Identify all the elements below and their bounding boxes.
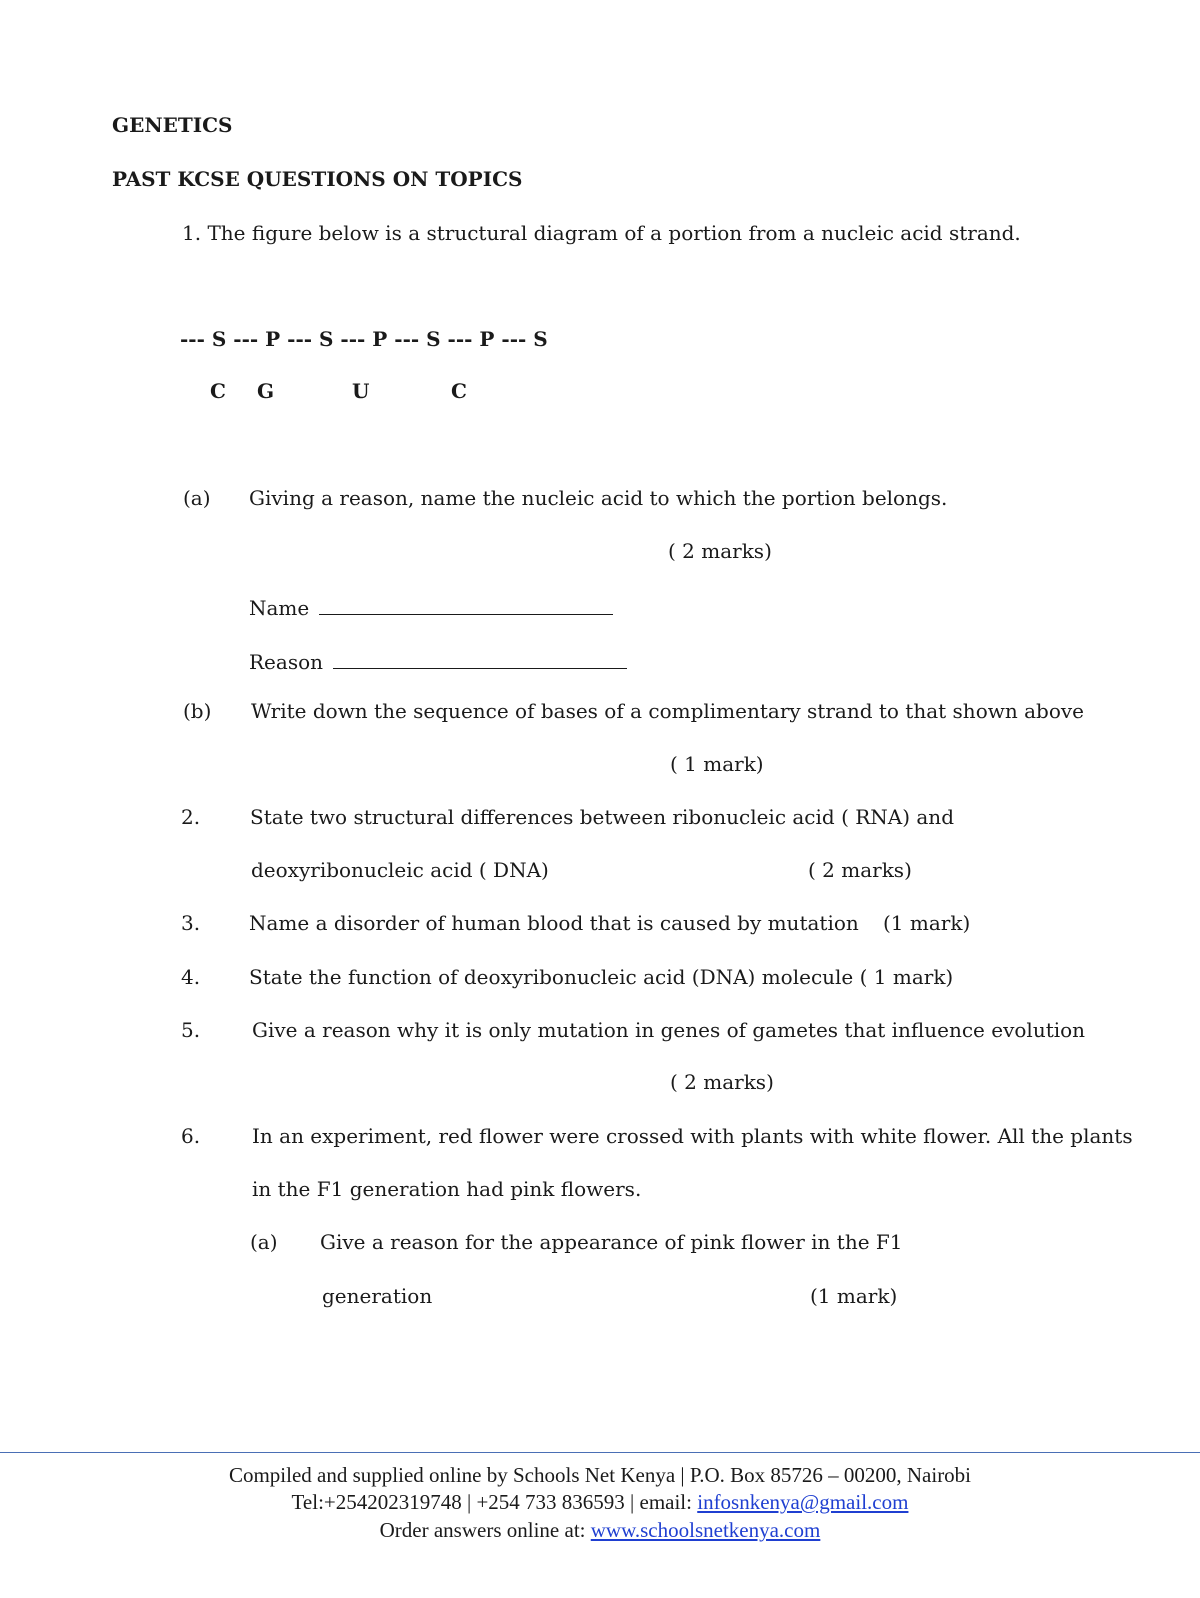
q4-number: 4. xyxy=(181,965,201,989)
q2-marks: ( 2 marks) xyxy=(808,858,912,882)
q2-text-line1: State two structural differences between ribonucleic acid ( RNA) and xyxy=(250,805,954,829)
q1b-text: Write down the sequence of bases of a complimentary strand to that shown above xyxy=(251,699,1084,723)
q5-marks: ( 2 marks) xyxy=(670,1070,774,1094)
q6-text-line2: in the F1 generation had pink flowers. xyxy=(252,1177,642,1201)
footer-line1: Compiled and supplied online by Schools Net Kenya | P.O. Box 85726 – 00200, Nairobi xyxy=(228,1463,972,1487)
nucleic-acid-strand: --- S --- P --- S --- P --- S --- P --- S xyxy=(180,327,548,351)
q6a-text-line2: generation xyxy=(322,1284,433,1308)
page-subtitle: PAST KCSE QUESTIONS ON TOPICS xyxy=(112,167,523,191)
email-link[interactable]: infosnkenya@gmail.com xyxy=(697,1490,909,1514)
q6a-label: (a) xyxy=(250,1230,278,1254)
q6-number: 6. xyxy=(181,1124,201,1148)
q5-number: 5. xyxy=(181,1018,201,1042)
q4-text: State the function of deoxyribonucleic acid (DNA) molecule ( 1 mark) xyxy=(249,965,954,989)
name-answer-line xyxy=(249,594,613,618)
q1a-text: Giving a reason, name the nucleic acid to which the portion belongs. xyxy=(249,486,948,510)
base-label: C xyxy=(451,379,467,403)
q1-intro: 1. The figure below is a structural diagram of a portion from a nucleic acid strand. xyxy=(182,221,1021,245)
base-label: U xyxy=(352,379,370,403)
q1a-label: (a) xyxy=(183,486,211,510)
q2-number: 2. xyxy=(181,805,201,829)
q1b-marks: ( 1 mark) xyxy=(670,752,764,776)
footer-tel: Tel:+254202319748 | +254 733 836593 | email: xyxy=(291,1490,698,1514)
name-blank[interactable] xyxy=(319,594,613,615)
base-label: G xyxy=(257,379,275,403)
reason-blank[interactable] xyxy=(333,648,627,669)
q1a-marks: ( 2 marks) xyxy=(668,539,772,563)
q3-marks: (1 mark) xyxy=(883,911,971,935)
footer-order-label: Order answers online at: xyxy=(379,1518,591,1542)
name-label: Name xyxy=(249,596,310,620)
reason-label: Reason xyxy=(249,650,324,674)
q6-text-line1: In an experiment, red flower were crossed with plants with white flower. All the plants xyxy=(252,1124,1133,1148)
page-title: GENETICS xyxy=(112,113,233,137)
q3-text: Name a disorder of human blood that is caused by mutation xyxy=(249,911,859,935)
q2-text-line2: deoxyribonucleic acid ( DNA) xyxy=(251,858,549,882)
reason-answer-line xyxy=(249,648,627,672)
q1b-label: (b) xyxy=(183,699,212,723)
q5-text: Give a reason why it is only mutation in genes of gametes that influence evolution xyxy=(252,1018,1086,1042)
website-link[interactable]: www.schoolsnetkenya.com xyxy=(590,1518,821,1542)
footer-rule xyxy=(0,1452,1200,1453)
footer-contact xyxy=(0,1492,1200,1513)
q6a-marks: (1 mark) xyxy=(810,1284,898,1308)
q3-number: 3. xyxy=(181,911,201,935)
base-label: C xyxy=(210,379,226,403)
q6a-text-line1: Give a reason for the appearance of pink flower in the F1 xyxy=(320,1230,903,1254)
footer-order xyxy=(0,1520,1200,1541)
